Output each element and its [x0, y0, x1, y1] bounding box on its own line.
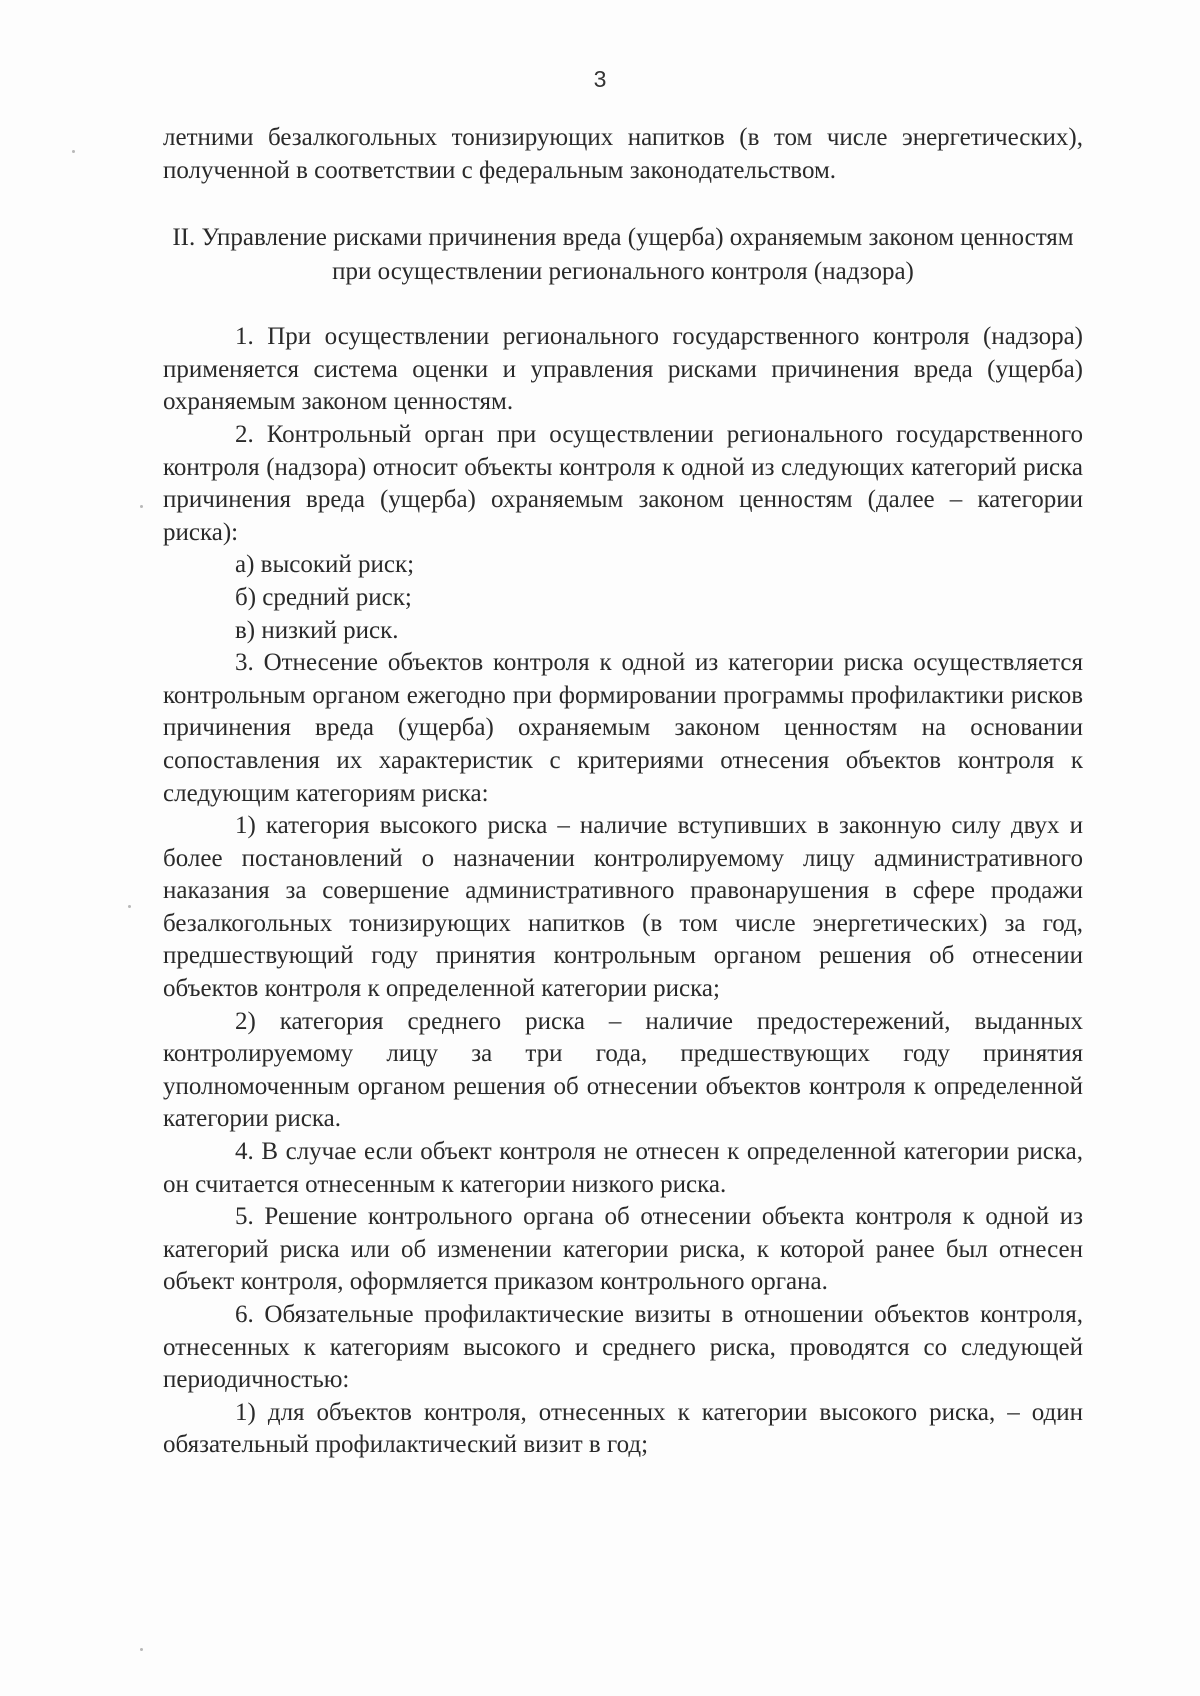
page-number: 3 [593, 66, 607, 92]
list-item-a: а) высокий риск; [235, 551, 415, 579]
list-item-c: в) низкий риск. [235, 616, 399, 644]
section-heading: II. Управление рисками причинения вреда (ущерба) охраняемым законом ценностям при осуществлении регионального контроля (надзора) [172, 224, 1074, 286]
scan-speck [140, 1648, 143, 1651]
paragraph-3-item-1: 1) категория высокого риска – наличие вступивших в законную силу двух и более постановлений о назначении контролируемому лицу административного наказания за совершение административного правонарушения в сфере продажи безалкогольных тонизирующих напитков (в том числе энергетических) за год, предшествующий году принятия контрольным органом решения об отнесении объектов контроля к определенной категории риска; [163, 812, 1083, 1003]
paragraph-6: 6. Обязательные профилактические визиты в отношении объектов контроля, отнесенных к категориям высокого и среднего риска, проводятся со следующей периодичностью: [163, 1301, 1083, 1394]
paragraph-2: 2. Контрольный орган при осуществлении регионального государственного контроля (надзора) относит объекты контроля к одной из следующих категорий риска причинения вреда (ущерба) охраняемым законом ценностям (далее – категории риска): [163, 420, 1083, 546]
scan-speck [72, 150, 75, 153]
paragraph-4: 4. В случае если объект контроля не отнесен к определенной категории риска, он считается отнесенным к категории низкого риска. [163, 1138, 1083, 1198]
list-item-b: б) средний риск; [235, 583, 412, 611]
paragraph-5: 5. Решение контрольного органа об отнесении объекта контроля к одной из категорий риска или об изменении категории риска, к которой ранее был отнесен объект контроля, оформляется приказом контрольного органа. [163, 1203, 1083, 1296]
paragraph-6-item-1: 1) для объектов контроля, отнесенных к категории высокого риска, – один обязательный профилактический визит в год; [163, 1398, 1083, 1459]
paragraph-3-item-2: 2) категория среднего риска – наличие предостережений, выданных контролируемому лицу за три года, предшествующих году принятия уполномоченным органом решения об отнесении объектов контроля к определенной категории риска. [163, 1007, 1083, 1133]
paragraph-1: 1. При осуществлении регионального государственного контроля (надзора) применяется система оценки и управления рисками причинения вреда (ущерба) охраняемым законом ценностям. [163, 323, 1083, 416]
paragraph-continuation: летними безалкогольных тонизирующих напитков (в том числе энергетических), полученной в соответствии с федеральным законодательством. [163, 124, 1083, 184]
scan-speck [140, 505, 143, 508]
document-body [163, 122, 1083, 1462]
scan-speck [128, 905, 131, 908]
paragraph-3: 3. Отнесение объектов контроля к одной из категории риска осуществляется контрольным органом ежегодно при формировании программы профилактики рисков причинения вреда (ущерба) охраняемым законом ценностям на основании сопоставления их характеристик с критериями отнесения объектов контроля к следующим категориям риска: [163, 649, 1083, 807]
